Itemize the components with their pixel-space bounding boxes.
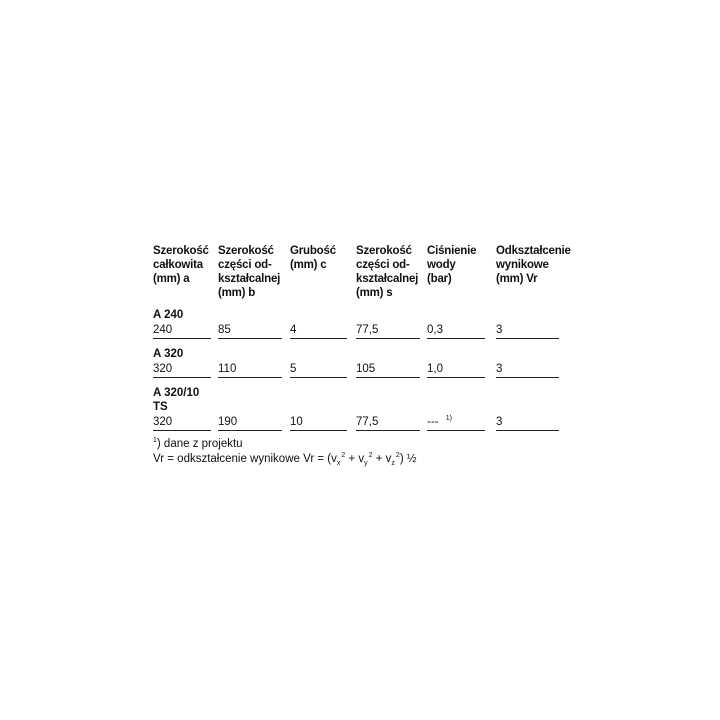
formula-vy-sq: 2 bbox=[368, 452, 373, 460]
formula-vx-sq: 2 bbox=[341, 452, 346, 460]
cell-deformable-width-b: 190 bbox=[218, 415, 282, 431]
cell-resultant-deformation: 3 bbox=[496, 323, 559, 339]
header-resultant-deformation: Odkształcenie wynikowe (mm) Vr bbox=[496, 245, 571, 285]
footnote-1-text: ) dane z projektu bbox=[156, 438, 243, 450]
formula-plus-1: + v bbox=[345, 453, 365, 465]
cell-total-width: 320 bbox=[153, 415, 211, 431]
cell-total-width: 240 bbox=[153, 323, 211, 339]
formula-vz-sq: 2 bbox=[395, 452, 400, 460]
formula-plus-2: + v bbox=[372, 453, 392, 465]
table-header bbox=[153, 244, 573, 306]
cell-deformable-width-b: 85 bbox=[218, 323, 282, 339]
footnote-1 bbox=[153, 437, 573, 452]
table-row bbox=[153, 415, 573, 429]
group-label-a320-10-ts: A 320/10 TS bbox=[153, 387, 200, 413]
table-row bbox=[153, 323, 573, 337]
formula-vz-sub: z bbox=[391, 460, 395, 467]
formula-prefix: Vr = odkształcenie wynikowe Vr = (v bbox=[153, 453, 337, 465]
cell-water-pressure: 0,3 bbox=[427, 323, 485, 339]
cell-total-width: 320 bbox=[153, 362, 211, 378]
footnote-marker: 1) bbox=[445, 415, 452, 423]
formula-vy-sub: y bbox=[364, 460, 368, 467]
cell-water-pressure: 1,0 bbox=[427, 362, 485, 378]
cell-thickness: 10 bbox=[290, 415, 347, 431]
cell-deformable-width-s: 77,5 bbox=[356, 323, 420, 339]
spec-table bbox=[153, 244, 573, 467]
cell-water-pressure-value: --- bbox=[427, 416, 439, 428]
table-row bbox=[153, 362, 573, 376]
formula-line bbox=[153, 452, 573, 467]
formula-suffix: ) ½ bbox=[399, 453, 417, 465]
cell-thickness: 5 bbox=[290, 362, 347, 378]
cell-resultant-deformation: 3 bbox=[496, 415, 559, 431]
cell-resultant-deformation: 3 bbox=[496, 362, 559, 378]
header-water-pressure: Ciśnienie wody (bar) bbox=[427, 245, 477, 285]
cell-deformable-width-b: 110 bbox=[218, 362, 282, 378]
header-deformable-width-s: Szerokość części od- kształcalnej (mm) s bbox=[356, 245, 419, 299]
cell-thickness: 4 bbox=[290, 323, 347, 339]
header-deformable-width-b: Szerokość części od- kształcalnej (mm) b bbox=[218, 245, 281, 299]
header-thickness: Grubość (mm) c bbox=[290, 245, 336, 271]
formula-vx-sub: x bbox=[336, 460, 341, 467]
header-total-width: Szerokość całkowita (mm) a bbox=[153, 245, 209, 285]
cell-deformable-width-s: 77,5 bbox=[356, 415, 420, 431]
footnote-1-marker: 1 bbox=[153, 437, 157, 445]
group-label-a240: A 240 bbox=[153, 309, 184, 321]
group-label-a320: A 320 bbox=[153, 348, 184, 360]
cell-water-pressure bbox=[427, 415, 485, 431]
cell-deformable-width-s: 105 bbox=[356, 362, 420, 378]
